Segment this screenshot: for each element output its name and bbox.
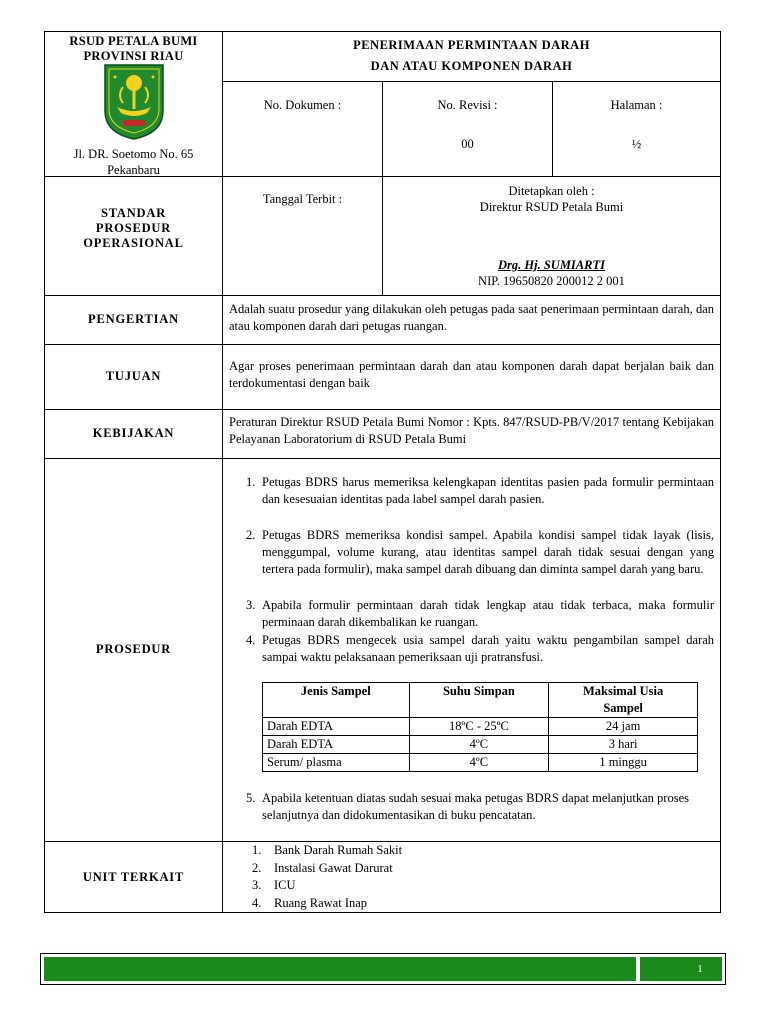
sop-label-line1: STANDAR: [100, 206, 167, 220]
table-header-row: [263, 683, 698, 718]
table-cell: 24 jam: [549, 718, 698, 736]
signatory-nip: NIP. 19650820 200012 2 001: [478, 274, 625, 288]
row-divider-title: [222, 81, 721, 82]
list-item-text: Ruang Rawat Inap: [274, 895, 368, 910]
table-cell: Darah EDTA: [263, 718, 410, 736]
table-header-cell: Jenis Sampel: [263, 683, 410, 718]
list-item: [252, 860, 712, 878]
list-item-text: Instalasi Gawat Darurat: [274, 860, 393, 875]
border-top: [44, 31, 721, 32]
footer-page-number: 1: [697, 963, 703, 975]
prosedur-item-number: 2.: [246, 528, 256, 542]
org-name-line2: PROVINSI RIAU: [83, 49, 184, 63]
row-divider-kebijakan: [44, 458, 721, 459]
sop-label-line2: PROSEDUR: [95, 221, 172, 235]
revision-value: 00: [461, 137, 474, 151]
list-item-number: 3.: [252, 878, 262, 892]
sop-label-line3: OPERASIONAL: [83, 236, 184, 250]
kebijakan-label: KEBIJAKAN: [92, 426, 175, 440]
table-header-cell: Suhu Simpan: [409, 683, 549, 718]
document-title-line1: PENERIMAAN PERMINTAAN DARAH: [353, 38, 590, 52]
list-item-text: Bank Darah Rumah Sakit: [274, 843, 403, 857]
prosedur-item-number: 5.: [246, 791, 256, 805]
address-line1: Jl. DR. Soetomo No. 65: [73, 147, 194, 161]
signatory-block: [383, 257, 720, 289]
header-col-divider-2: [552, 81, 553, 177]
prosedur-item-number: 4.: [246, 633, 256, 647]
column-divider: [222, 31, 223, 913]
prosedur-item-text: Petugas BDRS memeriksa kondisi sampel. Apabila kondisi sampel tidak layak (lisis, menggumpal, volume kurang, atau identitas sampel darah tidak sesuai dengan yang tertera pada formulir), maka sampel darah dibuang dan diminta sampel darah yang baru.: [262, 528, 714, 576]
table-cell: Serum/ plasma: [263, 754, 410, 772]
document-title-line2: DAN ATAU KOMPONEN DARAH: [370, 59, 573, 73]
unit-terkait-label: UNIT TERKAIT: [82, 870, 185, 884]
sop-label: [45, 206, 222, 251]
established-by-line2: Direktur RSUD Petala Bumi: [479, 200, 624, 214]
table-row: [263, 736, 698, 754]
list-item: [252, 895, 712, 913]
footer-bar: [40, 953, 726, 985]
list-item: [252, 842, 712, 860]
table-cell: 4ºC: [409, 736, 549, 754]
org-name: [45, 34, 222, 64]
doc-number-label: No. Dokumen :: [263, 98, 342, 112]
list-item-text: ICU: [274, 878, 296, 892]
table-header-cell: Maksimal Usia Sampel: [549, 683, 698, 718]
table-row: [263, 718, 698, 736]
revision-label: No. Revisi :: [437, 98, 498, 112]
prosedur-item-number: 3.: [246, 598, 256, 612]
unit-list: [252, 842, 712, 912]
sample-age-table: [262, 682, 698, 772]
table-row: [263, 754, 698, 772]
table-cell: Darah EDTA: [263, 736, 410, 754]
established-by-line1: Ditetapkan oleh :: [508, 184, 595, 198]
riau-logo-icon: [103, 63, 165, 141]
prosedur-item-number: 1.: [246, 475, 256, 489]
border-right: [720, 31, 721, 913]
prosedur-label: PROSEDUR: [95, 642, 172, 656]
signatory-name: Drg. Hj. SUMIARTI: [498, 258, 605, 272]
pengertian-label: PENGERTIAN: [88, 312, 179, 326]
prosedur-item-text: Apabila formulir permintaan darah tidak lengkap atau tidak terbaca, maka formulir perminaan darah dikembalikan ke ruangan.: [262, 598, 714, 629]
issue-date-label: Tanggal Terbit :: [262, 192, 343, 206]
prosedur-item-text: Petugas BDRS harus memeriksa kelengkapan identitas pasien pada formulir permintaan dan kesesuaian identitas pada label sampel darah pasien.: [262, 475, 714, 506]
row-divider-pengertian: [44, 344, 721, 345]
tujuan-text: Agar proses penerimaan permintaan darah dan atau komponen darah dapat berjalan baik dan terdokumentasi dengan baik: [229, 359, 714, 390]
table-cell: 4ºC: [409, 754, 549, 772]
list-item-number: 1.: [252, 843, 262, 857]
prosedur-item-text: Petugas BDRS mengecek usia sampel darah yaitu waktu pengambilan sampel darah sampai waktu pelaksanaan pemeriksaan uji pratransfusi.: [262, 633, 714, 664]
address: [45, 146, 222, 178]
table-cell: 1 minggu: [549, 754, 698, 772]
table-cell: 18ºC - 25ºC: [409, 718, 549, 736]
row-divider-tujuan: [44, 409, 721, 410]
list-item: [252, 877, 712, 895]
prosedur-item-text: Apabila ketentuan diatas sudah sesuai maka petugas BDRS dapat melanjutkan proses selanjutnya dan didokumentasikan di buku pencatatan.: [262, 791, 689, 822]
table-cell: 3 hari: [549, 736, 698, 754]
address-line2: Pekanbaru: [107, 163, 160, 177]
org-name-line1: RSUD PETALA BUMI: [69, 34, 198, 48]
pengertian-text: Adalah suatu prosedur yang dilakukan oleh petugas pada saat penerimaan permintaan darah, dan atau komponen darah dari petugas ruangan.: [229, 302, 714, 333]
list-item-number: 2.: [252, 860, 262, 875]
tujuan-label: TUJUAN: [105, 369, 162, 383]
page-value: ½: [631, 137, 642, 151]
page-label: Halaman :: [610, 98, 663, 112]
document-title: [223, 35, 720, 77]
list-item-number: 4.: [252, 895, 262, 910]
established-by: [383, 183, 720, 215]
border-bottom: [44, 912, 721, 913]
kebijakan-text: Peraturan Direktur RSUD Petala Bumi Nomor : Kpts. 847/RSUD-PB/V/2017 tentang Kebijakan Pelayanan Laboratorium di RSUD Petala Bumi: [229, 415, 714, 446]
footer-green-bar: [44, 957, 636, 981]
